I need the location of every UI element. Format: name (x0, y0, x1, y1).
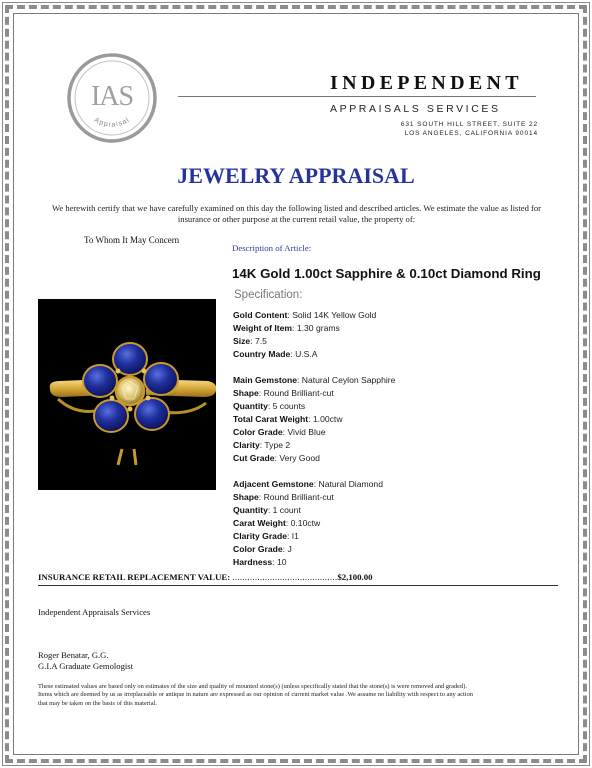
spec-row-adj-shape: Shape: Round Brilliant-cut (233, 492, 334, 502)
certification-statement: We herewith certify that we have carefully examined on this day the following listed and described articles. We estimate the value as listed for insurance or other purpose at the current retail value, the property of: (51, 203, 542, 224)
spec-label: Adjacent Gemstone (233, 479, 314, 489)
ring-photo (38, 299, 216, 490)
spec-label: Weight of Item (233, 323, 293, 333)
disclaimer-text: These estimated values are based only on estimates of the size and quality of mounted stone(s) (unless specifically stated that the stone(s) is were removed and graded). Items which are deemed by us as irreplaceable or antique in nature are expressed as our opinion of current market value .We assume no liability with respect to any action that may be taken on the basis of this material. (38, 683, 473, 707)
company-subtitle: APPRAISALS SERVICES (330, 103, 501, 115)
spec-row-adj-clarity: Clarity Grade: I1 (233, 531, 299, 541)
spec-label: Gold Content (233, 310, 288, 320)
spec-label: Hardness (233, 557, 273, 567)
appraiser-name: Roger Benatar, G.G. (38, 650, 109, 660)
spec-label: Country Made (233, 349, 291, 359)
spec-label: Total Carat Weight (233, 414, 309, 424)
spec-value: Solid 14K Yellow Gold (292, 310, 377, 320)
spec-label: Size (233, 336, 251, 346)
recipient: To Whom It May Concern (84, 235, 180, 245)
article-title: 14K Gold 1.00ct Sapphire & 0.10ct Diamond Ring (232, 266, 541, 281)
spec-label: Main Gemstone (233, 375, 297, 385)
spec-value: 1 count (272, 505, 301, 515)
logo-letters: IAS (90, 81, 134, 112)
svg-text:Appraisal (93, 117, 131, 129)
spec-value: Natural Ceylon Sapphire (301, 375, 396, 385)
spec-value: Very Good (279, 453, 320, 463)
spec-label: Cut Grade (233, 453, 275, 463)
insurance-amount: $2,100.00 (337, 572, 373, 582)
specification-list (233, 309, 563, 569)
spec-label: Quantity (233, 401, 268, 411)
spec-row-adjacent-gemstone: Adjacent Gemstone: Natural Diamond (233, 479, 383, 489)
specification-label: Specification: (234, 289, 303, 301)
insurance-value-line (38, 572, 558, 582)
spec-row-size: Size: 7.5 (233, 336, 267, 346)
spec-value: J (287, 544, 292, 554)
spec-value: 10 (276, 557, 287, 567)
spec-row-total-carat: Total Carat Weight: 1.00ctw (233, 414, 343, 424)
spec-value: 7.5 (254, 336, 267, 346)
spec-label: Carat Weight (233, 518, 286, 528)
spec-row-quantity: Quantity: 5 counts (233, 401, 306, 411)
spec-row-adj-color: Color Grade: J (233, 544, 292, 554)
spec-label: Shape (233, 492, 259, 502)
company-address-line1: 631 SOUTH HILL STREET, SUITE 22 (400, 121, 538, 128)
spec-label: Clarity (233, 440, 260, 450)
spec-value: 5 counts (272, 401, 306, 411)
spec-label: Clarity Grade (233, 531, 287, 541)
company-address-line2: LOS ANGELES, CALIFORNIA 90014 (404, 130, 538, 137)
spec-value: 0.10ctw (290, 518, 321, 528)
spec-value: Round Brilliant-cut (263, 492, 334, 502)
spec-value: 1.30 grams (296, 323, 340, 333)
spec-row-cut-grade: Cut Grade: Very Good (233, 453, 320, 463)
spec-row-clarity: Clarity: Type 2 (233, 440, 291, 450)
insurance-rule (38, 585, 558, 586)
spec-row-gold-content: Gold Content: Solid 14K Yellow Gold (233, 310, 377, 320)
spec-value: Vivid Blue (287, 427, 326, 437)
spec-row-shape: Shape: Round Brilliant-cut (233, 388, 334, 398)
spec-row-color-grade: Color Grade: Vivid Blue (233, 427, 326, 437)
spec-row-weight: Weight of Item: 1.30 grams (233, 323, 340, 333)
spec-value: Type 2 (264, 440, 291, 450)
spec-value: Round Brilliant-cut (263, 388, 334, 398)
insurance-label: INSURANCE RETAIL REPLACEMENT VALUE: (38, 572, 231, 582)
ias-seal-logo-icon (66, 52, 158, 144)
spec-label: Color Grade (233, 427, 283, 437)
spec-row-adj-hardness: Hardness: 10 (233, 557, 287, 567)
spec-value: 1.00ctw (312, 414, 343, 424)
spec-row-adj-carat: Carat Weight: 0.10ctw (233, 518, 321, 528)
spec-value: I1 (291, 531, 299, 541)
logo-arc-text: Appraisal (92, 116, 132, 129)
spec-spacer (233, 361, 563, 374)
spec-value: Natural Diamond (318, 479, 383, 489)
sapphire-flower-ring-photo-icon (38, 299, 216, 490)
spec-row-main-gemstone: Main Gemstone: Natural Ceylon Sapphire (233, 375, 396, 385)
spec-label: Quantity (233, 505, 268, 515)
company-signature-name: Independent Appraisals Services (38, 607, 151, 617)
company-header (330, 72, 538, 137)
appraiser-title: G.I.A Graduate Gemologist (38, 661, 133, 671)
spec-label: Color Grade (233, 544, 283, 554)
spec-row-country: Country Made: U.S.A (233, 349, 318, 359)
spec-spacer (233, 465, 563, 478)
spec-value: U.S.A (295, 349, 318, 359)
spec-label: Shape (233, 388, 259, 398)
company-name: INDEPENDENT (330, 72, 523, 94)
header-rule (178, 96, 536, 97)
document-title: JEWELRY APPRAISAL (177, 163, 415, 188)
insurance-dots: .......................................... (232, 572, 338, 582)
description-label: Description of Article: (232, 243, 312, 253)
spec-row-adj-quantity: Quantity: 1 count (233, 505, 301, 515)
